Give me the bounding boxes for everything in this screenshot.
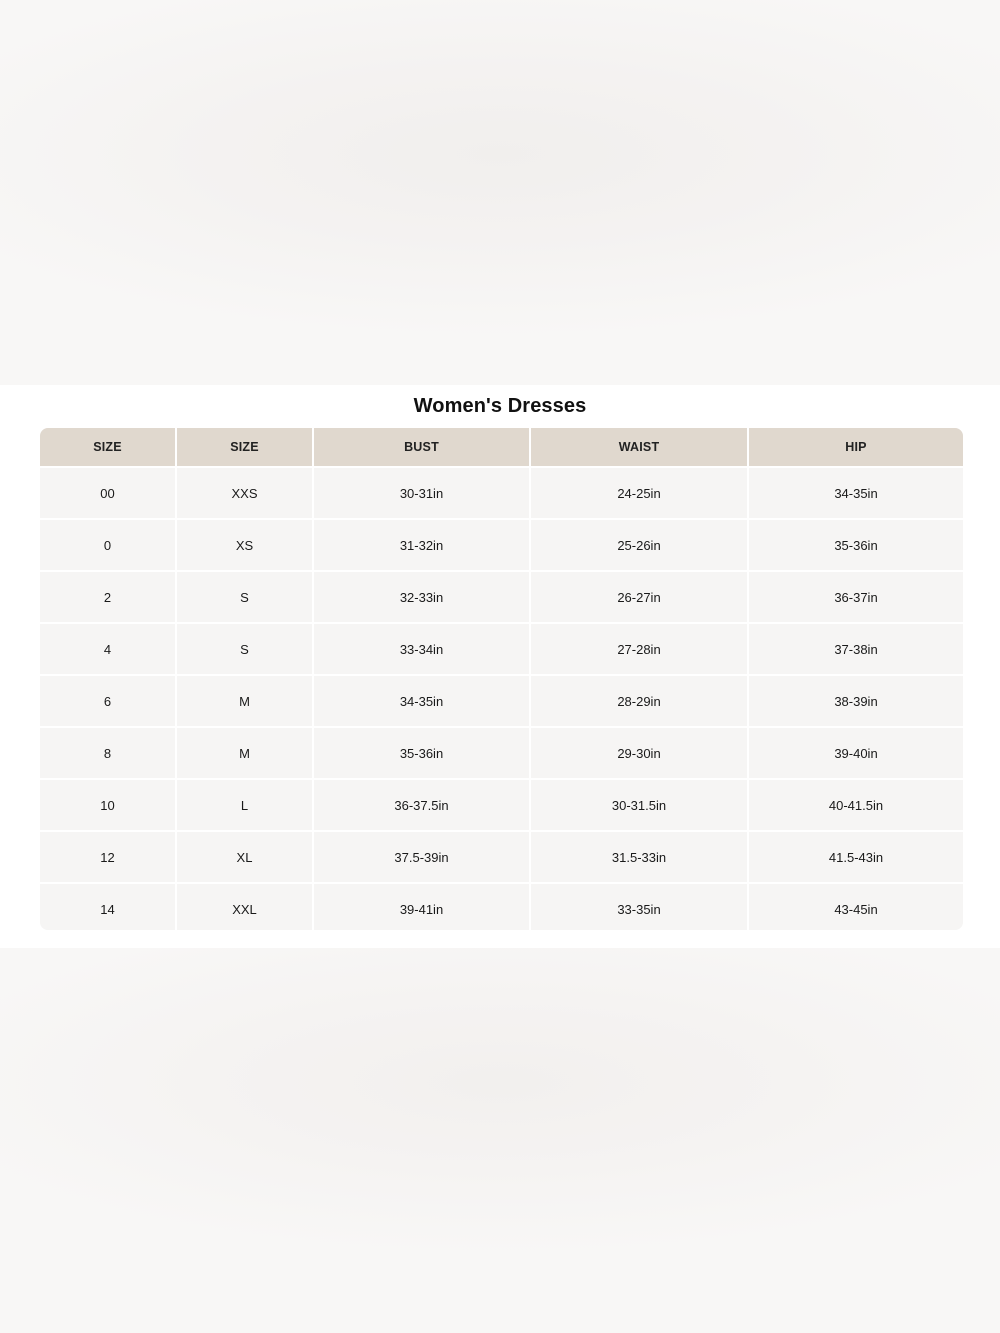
- hip-cell: 40-41.5in: [747, 780, 963, 830]
- bust-cell: 36-37.5in: [312, 780, 529, 830]
- size-letter-cell: S: [175, 624, 312, 674]
- size-letter-cell: M: [175, 676, 312, 726]
- waist-cell: 33-35in: [529, 884, 747, 930]
- size-chart-panel: [0, 385, 1000, 948]
- bust-cell: 34-35in: [312, 676, 529, 726]
- hip-cell: 41.5-43in: [747, 832, 963, 882]
- hip-cell: 39-40in: [747, 728, 963, 778]
- bust-cell: 31-32in: [312, 520, 529, 570]
- top-background-band: [0, 0, 1000, 385]
- size-letter-cell: L: [175, 780, 312, 830]
- size-table: [40, 428, 963, 930]
- size-letter-cell: XXL: [175, 884, 312, 930]
- waist-cell: 29-30in: [529, 728, 747, 778]
- bust-cell: 33-34in: [312, 624, 529, 674]
- header-waist: WAIST: [529, 428, 747, 466]
- size-numeric-cell: 2: [103, 589, 112, 605]
- table-row: [40, 726, 963, 778]
- size-numeric-cell: 10: [100, 797, 115, 813]
- waist-cell: 27-28in: [529, 624, 747, 674]
- waist-cell: 30-31.5in: [529, 780, 747, 830]
- header-hip: HIP: [747, 428, 963, 466]
- table-row: [40, 518, 963, 570]
- size-letter-cell: S: [175, 572, 312, 622]
- waist-cell: 31.5-33in: [529, 832, 747, 882]
- size-numeric-cell: 8: [103, 745, 112, 761]
- waist-cell: 28-29in: [529, 676, 747, 726]
- hip-cell: 35-36in: [747, 520, 963, 570]
- bottom-background-band: [0, 948, 1000, 1333]
- table-row: [40, 778, 963, 830]
- size-numeric-cell: 6: [103, 693, 112, 709]
- waist-cell: 24-25in: [529, 468, 747, 518]
- header-size-letter: SIZE: [175, 428, 312, 466]
- table-row: [40, 674, 963, 726]
- bust-cell: 35-36in: [312, 728, 529, 778]
- table-row: [40, 570, 963, 622]
- hip-cell: 36-37in: [747, 572, 963, 622]
- table-row: [40, 622, 963, 674]
- table-row: [40, 830, 963, 882]
- size-numeric-cell: 12: [100, 849, 115, 865]
- size-letter-cell: XL: [175, 832, 312, 882]
- size-letter-cell: M: [175, 728, 312, 778]
- bust-cell: 37.5-39in: [312, 832, 529, 882]
- table-header-row: [40, 428, 963, 466]
- header-size-numeric: SIZE: [93, 440, 122, 454]
- bust-cell: 32-33in: [312, 572, 529, 622]
- hip-cell: 34-35in: [747, 468, 963, 518]
- hip-cell: 38-39in: [747, 676, 963, 726]
- header-bust: BUST: [312, 428, 529, 466]
- size-numeric-cell: 14: [100, 901, 115, 917]
- waist-cell: 25-26in: [529, 520, 747, 570]
- bust-cell: 39-41in: [312, 884, 529, 930]
- table-row: [40, 466, 963, 518]
- size-numeric-cell: 00: [100, 485, 115, 501]
- chart-title: Women's Dresses: [413, 395, 587, 417]
- table-row: [40, 882, 963, 930]
- size-numeric-cell: 4: [103, 641, 112, 657]
- size-numeric-cell: 0: [103, 537, 112, 553]
- size-letter-cell: XS: [175, 520, 312, 570]
- bust-cell: 30-31in: [312, 468, 529, 518]
- size-letter-cell: XXS: [175, 468, 312, 518]
- hip-cell: 37-38in: [747, 624, 963, 674]
- hip-cell: 43-45in: [747, 884, 963, 930]
- waist-cell: 26-27in: [529, 572, 747, 622]
